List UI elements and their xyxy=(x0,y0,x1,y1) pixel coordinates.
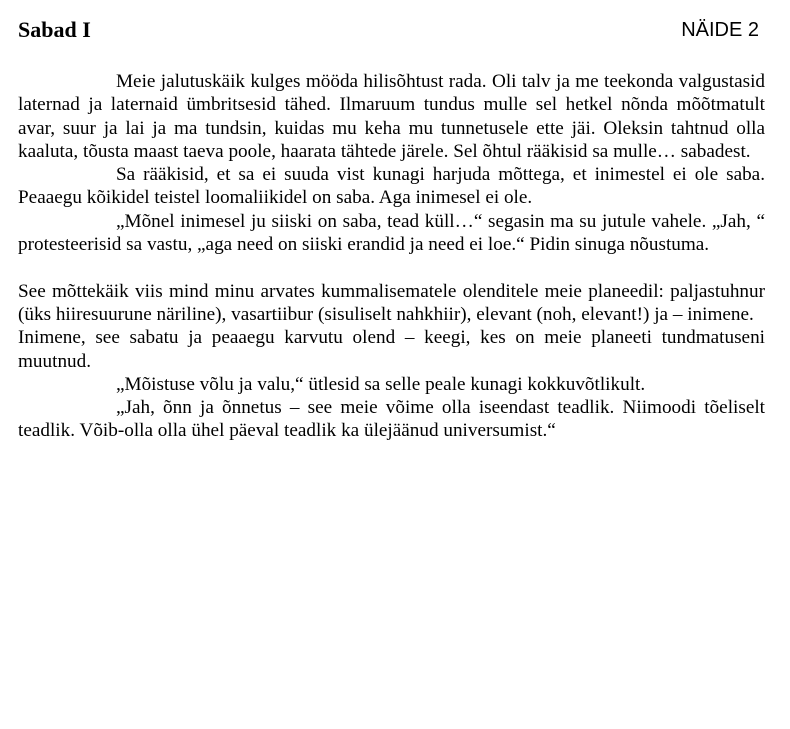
example-label: NÄIDE 2 xyxy=(681,19,759,41)
paragraph: Meie jalutuskäik kulges mööda hilisõhtust rada. Oli talv ja me teekonda valgustasid laternad ja laternaid ümbritsesid tähed. Ilmaruum tundus mulle sel hetkel nõnda mõõtmatult avar, suur ja lai ja ma tundsin, kuidas mu keha mu tunnetusele ette jäi. Oleksin tahtnud olla kaaluta, tõusta maast taeva poole, haarata tähtede järele. Sel õhtul rääkisid sa mulle… sabadest. xyxy=(18,71,765,162)
document-page xyxy=(18,0,765,443)
document-header xyxy=(18,0,765,60)
paragraph: „Mõistuse võlu ja valu,“ ütlesid sa selle peale kunagi kokkuvõtlikult. xyxy=(116,373,646,395)
document-title: Sabad I xyxy=(18,17,91,42)
paragraph: „Mõnel inimesel ju siiski on saba, tead küll…“ segasin ma su jutule vahele. „Jah, “ protesteerisid sa vastu, „aga need on siiski erandid ja need ei loe.“ Pidin sinuga nõustuma. xyxy=(18,210,765,256)
paragraph-gap xyxy=(18,256,765,279)
paragraph: „Jah, õnn ja õnnetus – see meie võime olla iseendast teadlik. Niimoodi tõeliselt teadlik. Võib-olla olla ühel päeval teadlik ka ülejäänud universumist.“ xyxy=(18,397,765,442)
paragraph: Inimene, see sabatu ja peaaegu karvutu olend – keegi, kes on meie planeeti tundmatuseni muutnud. xyxy=(18,327,765,372)
paragraph: Sa rääkisid, et sa ei suuda vist kunagi harjuda mõttega, et inimestel ei ole saba. Peaaegu kõikidel teistel loomaliikidel on saba. Aga inimesel ei ole. xyxy=(18,164,765,209)
paragraph: See mõttekäik viis mind minu arvates kummalisematele olenditele meie planeedil: paljastuhnur (üks hiiresuurune näriline), vasartiibur (sisuliselt nahkhiir), elevant (noh, elevant!) ja – inimene. xyxy=(18,280,765,325)
document-body xyxy=(18,70,765,443)
